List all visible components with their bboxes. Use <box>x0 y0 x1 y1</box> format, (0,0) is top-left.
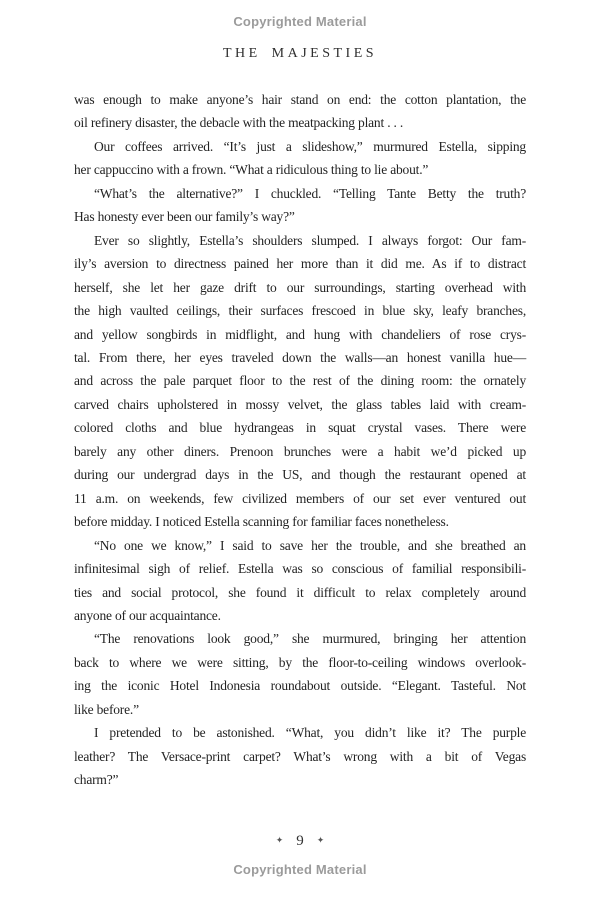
page-number: 9 <box>296 833 304 849</box>
diamond-ornament-icon: ✦ <box>275 835 284 845</box>
copyright-notice-bottom: Copyrighted Material <box>233 862 367 877</box>
body-line: “The renovations look good,” she murmured, bringing her attention <box>94 631 526 647</box>
running-header-title: THE MAJESTIES <box>222 46 378 61</box>
body-line: colored cloths and blue hydrangeas in squat crystal vases. There were <box>74 420 526 436</box>
body-line: before midday. I noticed Estella scanning for familiar faces nonetheless. <box>74 514 449 530</box>
paragraph <box>74 182 526 229</box>
body-line: infinitesimal sigh of relief. Estella was so conscious of familial responsibili- <box>74 561 526 577</box>
body-line: was enough to make anyone’s hair stand on end: the cotton plantation, the <box>74 92 526 107</box>
body-line: back to where we were sitting, by the floor-to-ceiling windows overlook- <box>74 654 526 670</box>
paragraph <box>74 135 526 182</box>
body-line: Has honesty ever been our family’s way?” <box>74 209 295 225</box>
body-line: ties and social protocol, she found it difficult to relax completely around <box>74 584 526 600</box>
body-line: 11 a.m. on weekends, few civilized members of our set ever ventured out <box>74 490 526 506</box>
paragraph <box>74 534 526 628</box>
paragraph <box>74 88 526 135</box>
paragraph <box>74 721 526 791</box>
body-line: Ever so slightly, Estella’s shoulders slumped. I always forgot: Our fam- <box>94 232 526 248</box>
page-number-row <box>0 832 600 850</box>
body-line: tal. From there, her eyes traveled down the walls—an honest vanilla hue— <box>74 349 526 365</box>
body-line: anyone of our acquaintance. <box>74 607 221 623</box>
body-text <box>74 88 526 792</box>
paragraph <box>74 627 526 721</box>
body-line: and yellow songbirds in midflight, and hung with chandeliers of rose crys- <box>74 326 526 342</box>
paragraph <box>74 229 526 534</box>
body-line: ily’s aversion to directness pained her more than it did me. As if to distract <box>74 256 526 272</box>
body-line: leather? The Versace-print carpet? What’s wrong with a bit of Vegas <box>74 748 526 764</box>
body-line: and across the pale parquet floor to the rest of the dining room: the ornately <box>74 373 526 389</box>
body-line: ing the iconic Hotel Indonesia roundabout outside. “Elegant. Tasteful. Not <box>74 678 526 694</box>
body-line: Our coffees arrived. “It’s just a slideshow,” murmured Estella, sipping <box>94 138 526 154</box>
copyright-notice-top: Copyrighted Material <box>233 14 367 29</box>
body-line: charm?” <box>74 772 119 788</box>
body-line: “No one we know,” I said to save her the trouble, and she breathed an <box>94 537 526 553</box>
body-line: carved chairs upholstered in mossy velvet, the glass tables laid with cream- <box>74 396 526 412</box>
body-line: “What’s the alternative?” I chuckled. “Telling Tante Betty the truth? <box>94 185 526 201</box>
body-line: her cappuccino with a frown. “What a ridiculous thing to lie about.” <box>74 162 429 178</box>
body-line: like before.” <box>74 701 139 717</box>
body-line: oil refinery disaster, the debacle with the meatpacking plant . . . <box>74 115 404 131</box>
body-line: during our undergrad days in the US, and though the restaurant opened at <box>74 467 526 483</box>
body-line: the high vaulted ceilings, their surfaces frescoed in blue sky, leafy branches, <box>74 303 526 319</box>
diamond-ornament-icon: ✦ <box>316 835 325 845</box>
body-line: I pretended to be astonished. “What, you didn’t like it? The purple <box>94 725 526 741</box>
body-line: barely any other diners. Prenoon brunches were a habit we’d picked up <box>74 443 526 459</box>
body-line: herself, she let her gaze drift to our surroundings, starting overhead with <box>74 279 526 295</box>
